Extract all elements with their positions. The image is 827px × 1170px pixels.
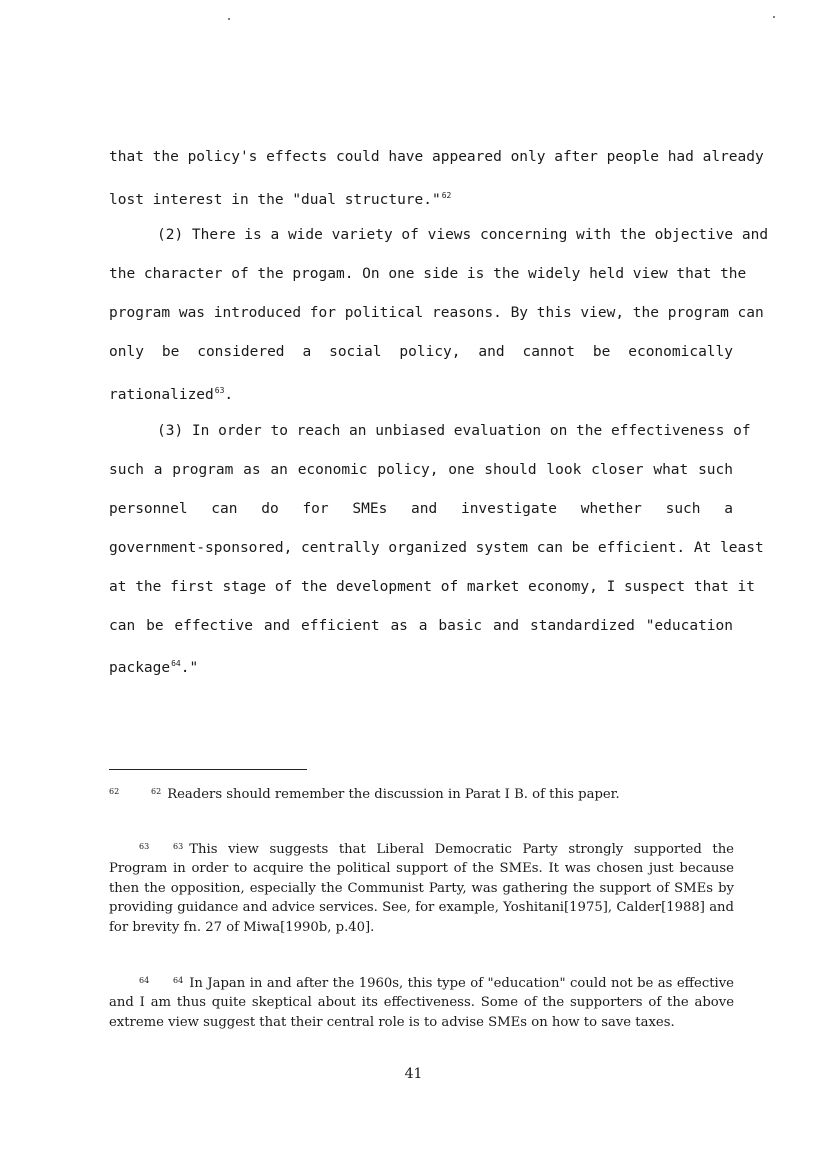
footnote-ref: 64 — [171, 659, 181, 668]
footnote-text: In Japan in and after the 1960s, this type of "education" could not be as effective and I am thus quite skeptical about its effectiveness. Some of the supporters of the above extreme view suggest that their central role is to advise SMEs on how to save taxes. — [109, 976, 734, 1030]
body-line: can be effective and efficient as a basic and standardized "education — [109, 618, 733, 634]
body-line: (3) In order to reach an unbiased evaluation on the effectiveness of — [157, 423, 751, 439]
body-line: program was introduced for political reasons. By this view, the program can — [109, 305, 764, 321]
footnote-number: 62 — [109, 787, 120, 796]
body-line: (2) There is a wide variety of views concerning with the objective and — [157, 227, 769, 243]
body-line: such a program as an economic policy, one should look closer what such — [109, 462, 733, 478]
footnote-separator — [109, 769, 307, 770]
body-line: lost interest in the "dual structure."$^{62}$ — [109, 191, 452, 208]
body-line: the character of the progam. On one side is the widely held view that the — [109, 266, 747, 282]
footnote-text: This view suggests that Liberal Democratic Party strongly supported the Program in order to acquire the political support of the SMEs. It was chosen just because then the opposition, especially the Communist Party, was gathering the support of SMEs by providing guidance and advice services. See, for example, Yoshitani[1975], Calder[1988] and for brevity fn. 27 of Miwa[1990b, p.40]. — [109, 842, 734, 935]
footnote-mark: 64 — [173, 976, 184, 985]
footnote-mark: 63 — [173, 842, 184, 851]
body-line: only be considered a social policy, and cannot be economically — [109, 344, 733, 360]
footnote-number: 64 — [139, 976, 150, 985]
body-line: package$^{64}$." — [109, 659, 199, 676]
scan-speck — [773, 16, 775, 18]
footnote-number: 63 — [139, 842, 150, 851]
page-number: 41 — [404, 1066, 423, 1082]
footnote-text: Readers should remember the discussion in Parat I B. of this paper. — [167, 787, 620, 802]
footnote-ref: 63 — [214, 386, 225, 395]
body-line: rationalized$^{63}$. — [109, 386, 234, 403]
footnote-63 — [109, 837, 734, 937]
scan-speck — [228, 18, 230, 20]
footnote-ref: 62 — [441, 191, 452, 200]
footnote-64 — [109, 971, 734, 1032]
footnote-62 — [109, 782, 734, 804]
body-line: at the first stage of the development of market economy, I suspect that it — [109, 579, 756, 595]
body-line: government-sponsored, centrally organized system can be efficient. At least — [109, 540, 764, 556]
footnote-mark: 62 — [151, 787, 162, 796]
body-line: personnel can do for SMEs and investigate whether such a — [109, 501, 733, 517]
body-line: that the policy's effects could have appeared only after people had already — [109, 149, 764, 165]
